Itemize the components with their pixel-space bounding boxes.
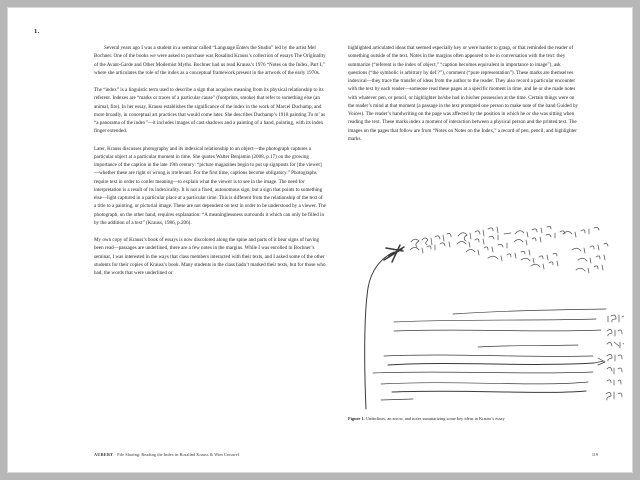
- figure-image: [348, 204, 624, 414]
- handwritten-note-margin: [606, 315, 624, 400]
- handwriting-marks: [348, 204, 624, 414]
- paragraph: Several years ago I was a student in a seminar called “Language Enters the Studio” led by the artist Mel Bochner. One of the books we were asked to purchase was Rosalind Krauss’s collection of essays The Originality of the Avant-Garde and Other Modernist Myths. Bochner had us read Krauss’s 1976 “Notes on the Index, Part I,” where she articulates the role of the index as a conceptual framework present in the artwork of the early 1970s.: [94, 45, 326, 76]
- footer-title: File Sharing: Reading the Index in Rosalind Krauss & Wim Crouwel: [117, 452, 239, 457]
- paragraph: highlighted articulated ideas that seemed especially key or were harder to grasp, or that reminded the reader of something outside of the text. Notes in the margins often appeared to be in conversation with the text: they summarize (“referent is the index of object,” “caption becomes equivalent in importance to image”), ask questions (“the symbolic is arbitrary by def.?”), comment (“pure representation”). These marks are themselves indexical—they trace the transfer of ideas from the author to the reader. They also record a particular encounter with the text by each reader—someone read these pages at a specific moment in time, and he or she made notes with whatever pen, or pencil, or highlighter he/she had in his/her possession at the time. Certain things were on the reader’s mind at that moment (a passage in the text prompted one person to make note of the band Guided by Voices). The reader’s handwriting on the page was affected by the position in which he or she was sitting when reading the text. These marks index a moment of interaction between a physical person and the printed text. The images on the pages that follow are from “Notes on Notes on the Index,” a record of pen, pencil, and highlighter marks.: [348, 45, 579, 142]
- underline-strokes: [373, 309, 606, 400]
- footer-separator: ·: [114, 452, 117, 457]
- left-text-column: [94, 44, 326, 286]
- arrowhead: [384, 245, 404, 262]
- paragraph: My own copy of Krauss’s book of essays is now discolored along the spine and parts of it bear signs of having been read—passages are underlined, there are a few notes in the margins. While I was enrolled in Bochner’s seminar, I was interested in the ways that class members interacted with their texts, and I asked some of the other students for their copies of Krauss’s book. Many students in the class hadn’t marked their texts, but for those who had, the words that were underlined or: [94, 237, 326, 276]
- figure-caption: [348, 416, 598, 422]
- document-page: [8, 8, 632, 472]
- page-number: 119: [591, 452, 598, 457]
- right-text-column: [348, 44, 580, 152]
- figure-caption-label: Figure 1.: [348, 416, 365, 421]
- footer-running-head: AUBERT: [94, 452, 114, 457]
- page-footer: [94, 452, 494, 457]
- paragraph: The “index” is a linguistic term used to describe a sign that acquires meaning from its physical relationship to its referent. Indexes are “marks or traces of a particular cause” (footprints, smoke) that refer to something else (an animal, fire). In her essay, Krauss establishes the significance of the index in the work of Marcel Duchamp, and more broadly, in conceptual art practices that would come later. She describes Duchamp’s 1918 painting Tu m’ as “a panorama of the index”—it includes images of cast shadows and a painting of a hand, pointing, with its index finger extended.: [94, 87, 326, 135]
- figure-caption-text: Underlines, an arrow, and notes summarizing some key ideas in Krauss’s essay: [365, 416, 505, 421]
- paragraph: Later, Krauss discusses photography and its indexical relationship to an object—the photograph captures a particular object at a particular moment in time. She quotes Walter Benjamin (2008, p.17) on the growing importance of the caption in the late 19th century: “picture magazines begin to put up signposts for [the viewer]—whether these are right or wrong is irrelevant. For the first time, captions become obligatory.” Photographs require text in order to confer meaning—to explain what the viewer is to see in the image. The need for interpretation is a result of its indexicality. It is not a fixed, autonomous sign, but a sign that points to something else—light captured in a particular place at a particular time. This is different from the relationship of the text of a title to a painting, or pictorial image. These are not dependent on text in order to be understood by a viewer. The photograph, on the other hand, requires explanation: “A meaninglessness surrounds it which can only be filled in by the addition of a text” (Krauss, 1986, p.206).: [94, 145, 326, 226]
- section-number: 1.: [34, 28, 40, 35]
- handwritten-note-top: [410, 226, 608, 273]
- arrow-shaft: [365, 252, 394, 409]
